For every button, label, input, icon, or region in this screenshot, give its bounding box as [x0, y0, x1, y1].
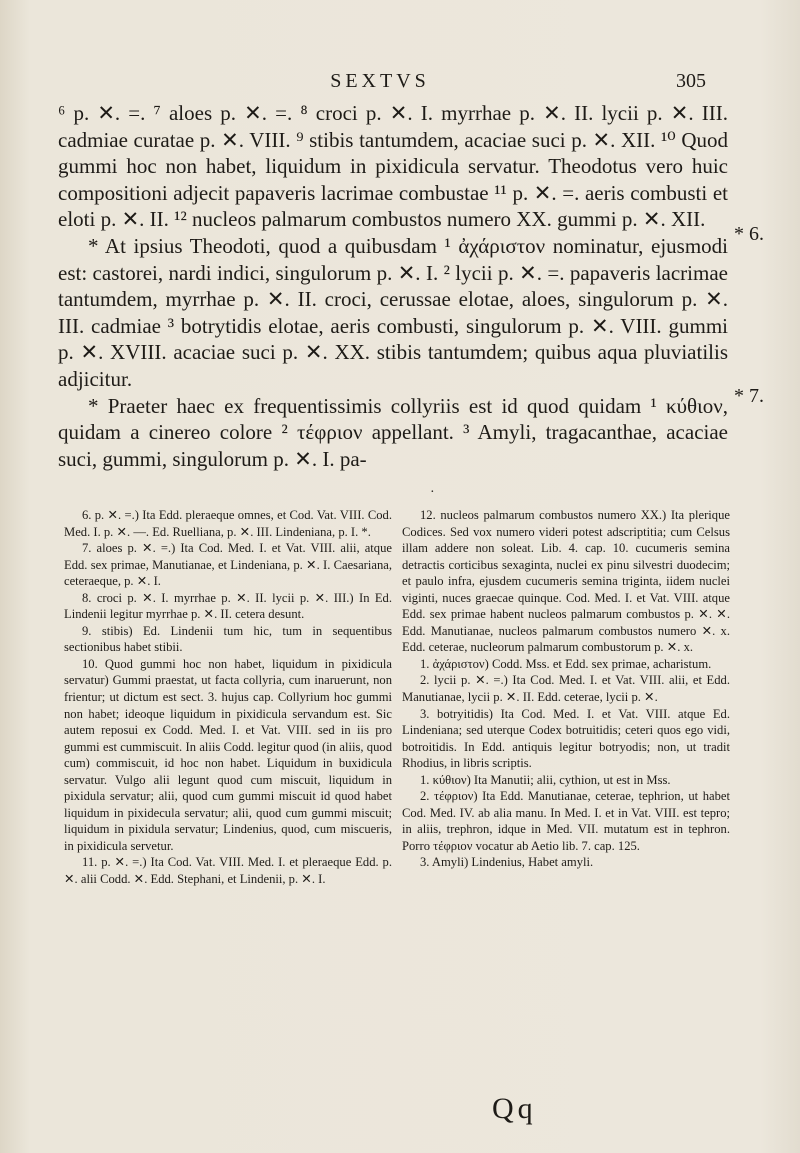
main-paragraph: * At ipsius Theodoti, quod a quibusdam ¹ ἀχάριστον nominatur, ejusmodi est: castorei, nardi indici, singulorum p. ✕. I. ² lycii p. ✕. =. papaveris lacrimae tantumdem, myrrhae p. ✕. II. croci, cerussae elotae, aloes, singulorum p. ✕. III. cadmiae ³ botrytidis elotae, aeris combusti, singulorum p. ✕. VIII. gummi p. ✕. XVIII. acaciae suci p. ✕. XX. stibis tantumdem; quibus aqua pluviatilis adjicitur. [58, 233, 728, 391]
footnote: 9. stibis) Ed. Lindenii tum hic, tum in sequentibus sectionibus habet stibii. [64, 623, 392, 655]
margin-note: * 7. [734, 385, 764, 407]
running-head: SEXTVS [330, 70, 430, 92]
footnote: 2. lycii p. ✕. =.) Ita Cod. Med. I. et Vat. VIII. alii, et Edd. Manutianae, lycii p. ✕. II. Edd. ceterae, lycii p. ✕. [402, 673, 730, 705]
footnote: 1. κύθιον) Ita Manutii; alii, cythion, ut est in Mss. [420, 772, 671, 787]
footnote: 3. botryitidis) Ita Cod. Med. I. et Vat. VIII. atque Ed. Lindeniana; sed uterque Codex botruitidis; ceteri quos ego vidi, botroitidis. In Edd. antiquis legitur botryodis; non, ut tradit Rhodius, in libris scriptis. [402, 706, 730, 771]
footnote: 10. Quod gummi hoc non habet, liquidum in pixidicula servatur) Gummi praestat, ut facta collyria, cum inaruerunt, non frientur; ut dictum est sect. 3. hujus cap. Collyrium hoc gummi non habet; ideoque liquidum in pixidicula servandum est. Sic autem reposui ex Codd. Med. I. et Vat. VIII. sed in iis pro gummi est cummiscuit. In aliis Codd. legitur quod (in aliis, quod cum) commiscuit, id hoc non habet. Liquidum in buxidicula servatur. Vulgo alii legunt quod cum miscuit, liquidum in pixidula servatur; alii, quod cum gummi miscuit id quod habet liquidum in pixidecula servatur; alii, quod cum gummi miscuit; liquidum in pixidula servatur; Lindenius, quod, cum miscueris, in pixidicula servetur. [64, 656, 392, 853]
footnote: 3. Amyli) Lindenius, Habet amyli. [420, 855, 594, 870]
footnote: 12. nucleos palmarum combustos numero XX.) Ita plerique Codices. Sed vox numero videri potest adscriptitia; cum Celsus illam addere non soleat. Lib. 4. cap. 10. cucumeris semina detractis corticibus sexaginta, nuclei ex pinu silvestri duodecim; et paulo infra, ejusdem cucumeris semina triginta, iidem nuclei viginti, nuces graecae quinque. Cod. Med. I. et Vat. VIII. atque Edd. sex primae habent nucleos palmarum combustos p. ✕. ✕. Edd. Manutianae, nucleos palmarum combustos numero ✕. x. Edd. ceterae, nucleorum palmarum combustorum p. ✕. x. [402, 508, 730, 655]
footnote: 8. croci p. ✕. I. myrrhae p. ✕. II. lycii p. ✕. III.) In Ed. Lindenii legitur myrrhae p. ✕. II. cetera desunt. [64, 590, 392, 622]
main-paragraph: ⁶ p. ✕. =. ⁷ aloes p. ✕. =. ⁸ croci p. ✕. I. myrrhae p. ✕. II. lycii p. ✕. III. cadmiae curatae p. ✕. VIII. ⁹ stibis tantumdem, acaciae suci p. ✕. XII. ¹⁰ Quod gummi hoc non habet, liquidum in pixidicula servatur. Theodotus vero huic compositioni adjecit papaveris lacrimae combustae ¹¹ p. ✕. =. aeris combusti et eloti p. ✕. II. ¹² nucleos palmarum combustos numero XX. gummi p. ✕. XII. [58, 101, 728, 232]
main-text [58, 100, 728, 472]
signature-mark: Qq [492, 1092, 537, 1125]
footnote: 11. p. ✕. =.) Ita Cod. Vat. VIII. Med. I. et pleraeque Edd. p. ✕. alii Codd. ✕. Edd. Stephani, et Lindenii, p. ✕. I. [64, 855, 392, 887]
page-header [0, 70, 800, 100]
main-paragraph: * Praeter haec ex frequentissimis collyriis est id quod quidam ¹ κύθιον, quidam a cinereo colore ² τέφριον appellant. ³ Amyli, tragacanthae, acaciae suci, gummi, singulorum p. ✕. I. pa- [58, 393, 728, 471]
footnotes-left-column [64, 507, 392, 888]
footnote: 2. τέφριον) Ita Edd. Manutianae, ceterae, tephrion, ut habet Cod. Med. IV. ab alia manu. In Med. I. et in Vat. VIII. est tepro; in aliis, trephron, idque in Med. VII. mutatum est in tephron. Porro τέφριον vocatur ab Aetio lib. 7. cap. 125. [402, 789, 730, 853]
footnote: 1. ἀχάριστον) Codd. Mss. et Edd. sex primae, acharistum. [420, 656, 712, 671]
footnote: 6. p. ✕. =.) Ita Edd. pleraeque omnes, et Cod. Vat. VIII. Cod. Med. I. p. ✕. —. Ed. Ruelliana, p. ✕. III. Lindeniana, p. I. *. [64, 508, 392, 539]
separator-dot: · [430, 485, 435, 500]
margin-note: * 6. [734, 223, 764, 245]
page-number: 305 [676, 70, 706, 92]
footnotes-right-column [402, 507, 730, 871]
footnote: 7. aloes p. ✕. =.) Ita Cod. Med. I. et Vat. VIII. alii, atque Edd. sex primae, Manutianae, et Lindeniana, p. ✕. I. Caesariana, ceteraeque, p. ✕. I. [64, 541, 392, 589]
